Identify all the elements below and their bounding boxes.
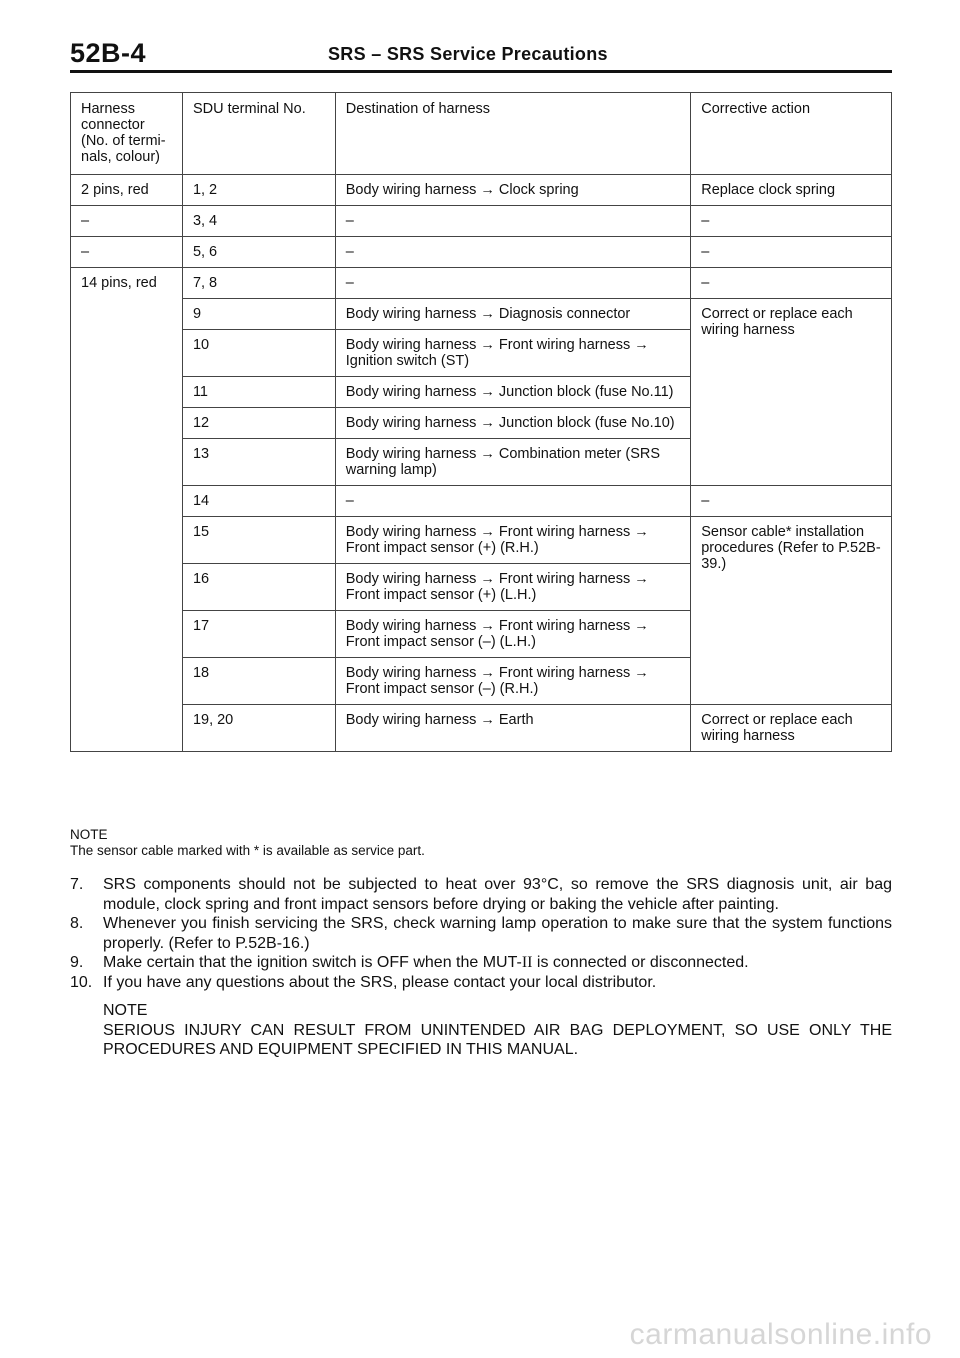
- terminal-cell: 15: [182, 517, 335, 564]
- destination-cell: Body wiring harness → Front wiring harness → Front impact sensor (+) (R.H.): [335, 517, 690, 564]
- mut-suffix: II: [521, 954, 533, 971]
- terminal-cell: 19, 20: [182, 705, 335, 752]
- table-row: [71, 206, 892, 237]
- destination-cell: Body wiring harness → Front wiring harness → Front impact sensor (–) (R.H.): [335, 658, 690, 705]
- connector-cell: –: [71, 206, 183, 237]
- destination-cell: Body wiring harness → Combination meter (SRS warning lamp): [335, 439, 690, 486]
- terminal-cell: 7, 8: [182, 268, 335, 299]
- destination-cell: Body wiring harness → Front wiring harness → Ignition switch (ST): [335, 330, 690, 377]
- table-note-text: The sensor cable marked with * is available as service part.: [70, 843, 425, 858]
- action-cell: Sensor cable* installation procedures (Refer to P.52B-39.): [691, 517, 892, 705]
- step-text-after: is connected or disconnected.: [532, 954, 749, 971]
- step-text: Whenever you finish servicing the SRS, check warning lamp operation to make sure that the system functions properly. (Refer to P.52B-16.): [103, 915, 892, 952]
- destination-cell: Body wiring harness → Earth: [335, 705, 690, 752]
- header-destination: Destination of harness: [335, 93, 690, 175]
- step-number: 7.: [70, 876, 84, 893]
- terminal-cell: 18: [182, 658, 335, 705]
- page-number: 52B-4: [70, 38, 147, 68]
- terminal-cell: 5, 6: [182, 237, 335, 268]
- header-sdu-terminal: SDU terminal No.: [182, 93, 335, 175]
- step-text: If you have any questions about the SRS, please contact your local distributor.: [103, 973, 657, 991]
- destination-cell: Body wiring harness → Junction block (fuse No.11): [335, 377, 690, 408]
- destination-cell: Body wiring harness → Front wiring harness → Front impact sensor (–) (L.H.): [335, 611, 690, 658]
- table-row: [71, 517, 892, 564]
- table-row: [71, 268, 892, 299]
- watermark: carmanualsonline.info: [629, 1318, 932, 1351]
- terminal-cell: 9: [182, 299, 335, 330]
- step-number: 8.: [70, 915, 84, 932]
- header-rule: [70, 70, 892, 73]
- table-row: [71, 237, 892, 268]
- page-header: [70, 38, 892, 74]
- destination-cell: –: [335, 206, 690, 237]
- action-cell: –: [691, 206, 892, 237]
- terminal-cell: 1, 2: [182, 175, 335, 206]
- destination-cell: –: [335, 237, 690, 268]
- destination-cell: –: [335, 268, 690, 299]
- action-cell: Replace clock spring: [691, 175, 892, 206]
- step-item: [70, 914, 892, 953]
- action-cell: Correct or replace each wiring harness: [691, 705, 892, 752]
- destination-cell: Body wiring harness → Diagnosis connector: [335, 299, 690, 330]
- step-number: 10.: [70, 973, 93, 991]
- terminal-cell: 3, 4: [182, 206, 335, 237]
- step-text-before: Make certain that the ignition switch is OFF when the MUT-: [103, 954, 522, 971]
- step-item: [70, 973, 892, 993]
- terminal-cell: 11: [182, 377, 335, 408]
- section-title: SRS – SRS Service Precautions: [328, 44, 608, 64]
- connector-cell: 14 pins, red: [71, 268, 183, 752]
- step-text: [103, 953, 892, 973]
- destination-cell: –: [335, 486, 690, 517]
- precaution-steps: [70, 875, 892, 1060]
- terminal-cell: 10: [182, 330, 335, 377]
- action-cell: –: [691, 486, 892, 517]
- warning-note-label: NOTE: [103, 1002, 148, 1019]
- table-row: [71, 486, 892, 517]
- action-cell: –: [691, 237, 892, 268]
- table-note: [70, 827, 425, 859]
- connector-cell: 2 pins, red: [71, 175, 183, 206]
- step-text: SRS components should not be subjected to heat over 93°C, so remove the SRS diagnosis unit, air bag module, clock spring and front impact sensors before drying or baking the vehicle after painting.: [103, 876, 892, 913]
- header-corrective-action: Corrective action: [691, 93, 892, 175]
- terminal-cell: 13: [182, 439, 335, 486]
- step-item: [70, 953, 892, 973]
- action-cell: –: [691, 268, 892, 299]
- destination-cell: Body wiring harness → Junction block (fuse No.10): [335, 408, 690, 439]
- step-number: 9.: [70, 954, 84, 971]
- harness-table: [70, 92, 892, 752]
- terminal-cell: 12: [182, 408, 335, 439]
- table-row: [71, 175, 892, 206]
- action-cell: Correct or replace each wiring harness: [691, 299, 892, 486]
- destination-cell: Body wiring harness → Clock spring: [335, 175, 690, 206]
- step-item: [70, 875, 892, 914]
- terminal-cell: 16: [182, 564, 335, 611]
- destination-cell: Body wiring harness → Front wiring harness → Front impact sensor (+) (L.H.): [335, 564, 690, 611]
- terminal-cell: 17: [182, 611, 335, 658]
- table-note-label: NOTE: [70, 827, 108, 842]
- header-harness-connector: Harness connector (No. of termi- nals, colour): [71, 93, 183, 175]
- table-row: [71, 299, 892, 330]
- connector-cell: –: [71, 237, 183, 268]
- table-row: [71, 705, 892, 752]
- table-header-row: [71, 93, 892, 175]
- terminal-cell: 14: [182, 486, 335, 517]
- warning-note: [103, 1001, 892, 1060]
- warning-note-text: SERIOUS INJURY CAN RESULT FROM UNINTENDED AIR BAG DEPLOYMENT, SO USE ONLY THE PROCEDURES AND EQUIPMENT SPECIFIED IN THIS MANUAL.: [103, 1021, 892, 1058]
